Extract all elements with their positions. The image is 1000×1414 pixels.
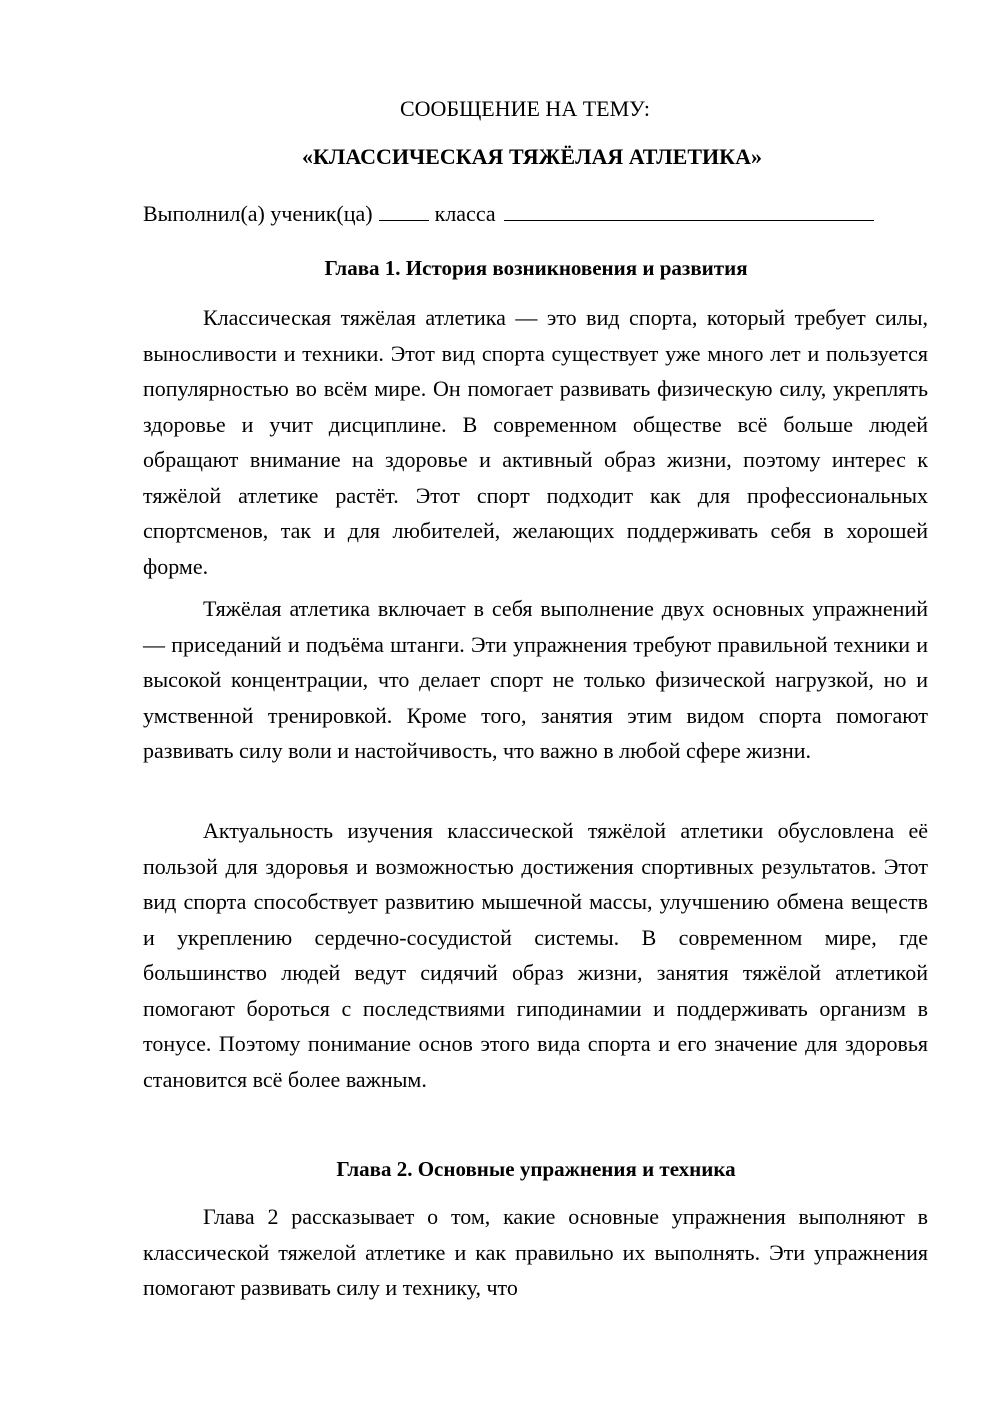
chapter-1-heading: Глава 1. История возникновения и развития: [324, 256, 748, 280]
class-number-blank: [379, 198, 429, 221]
document-title-line-2: «КЛАССИЧЕСКАЯ ТЯЖЁЛАЯ АТЛЕТИКА»: [301, 144, 762, 169]
author-line: [143, 198, 933, 229]
chapter-2-heading: Глава 2. Основные упражнения и техника: [336, 1157, 736, 1181]
chapter-2-paragraph-1: Глава 2 рассказывает о том, какие основные упражнения выполняют в классической тяжелой атлетике и как правильно их выполнять. Эти упражнения помогают развивать силу и технику, что: [143, 1204, 928, 1300]
chapter-1-paragraph-2: Тяжёлая атлетика включает в себя выполнение двух основных упражнений — приседаний и подъёма штанги. Эти упражнения требуют правильной техники и высокой концентрации, что делает спорт не только физической нагрузкой, но и умственной тренировкой. Кроме того, занятия этим видом спорта помогают развивать силу воли и настойчивость, что важно в любой сфере жизни.: [143, 596, 928, 763]
author-class-word: класса: [434, 201, 496, 226]
student-name-blank: [504, 198, 874, 221]
chapter-1-paragraph-3: Актуальность изучения классической тяжёлой атлетики обусловлена её пользой для здоровья и возможностью достижения спортивных результатов. Этот вид спорта способствует развитию мышечной массы, улучшению обмена веществ и укреплению сердечно-сосудистой системы. В современном мире, где большинство людей ведут сидячий образ жизни, занятия тяжёлой атлетикой помогают бороться с последствиями гиподинамии и поддерживать организм в тонусе. Поэтому понимание основ этого вида спорта и его значение для здоровья становится всё более важным.: [143, 818, 928, 1092]
author-prefix: Выполнил(а) ученик(ца): [143, 201, 373, 226]
document-title-line-1: СООБЩЕНИЕ НА ТЕМУ:: [400, 96, 650, 121]
chapter-1-paragraph-1: Классическая тяжёлая атлетика — это вид спорта, который требует силы, выносливости и техники. Этот вид спорта существует уже много лет и пользуется популярностью во всём мире. Он помогает развивать физическую силу, укреплять здоровье и учит дисциплине. В современном обществе всё больше людей обращают внимание на здоровье и активный образ жизни, поэтому интерес к тяжёлой атлетике растёт. Этот спорт подходит как для профессиональных спортсменов, так и для любителей, желающих поддерживать себя в хорошей форме.: [143, 305, 928, 579]
